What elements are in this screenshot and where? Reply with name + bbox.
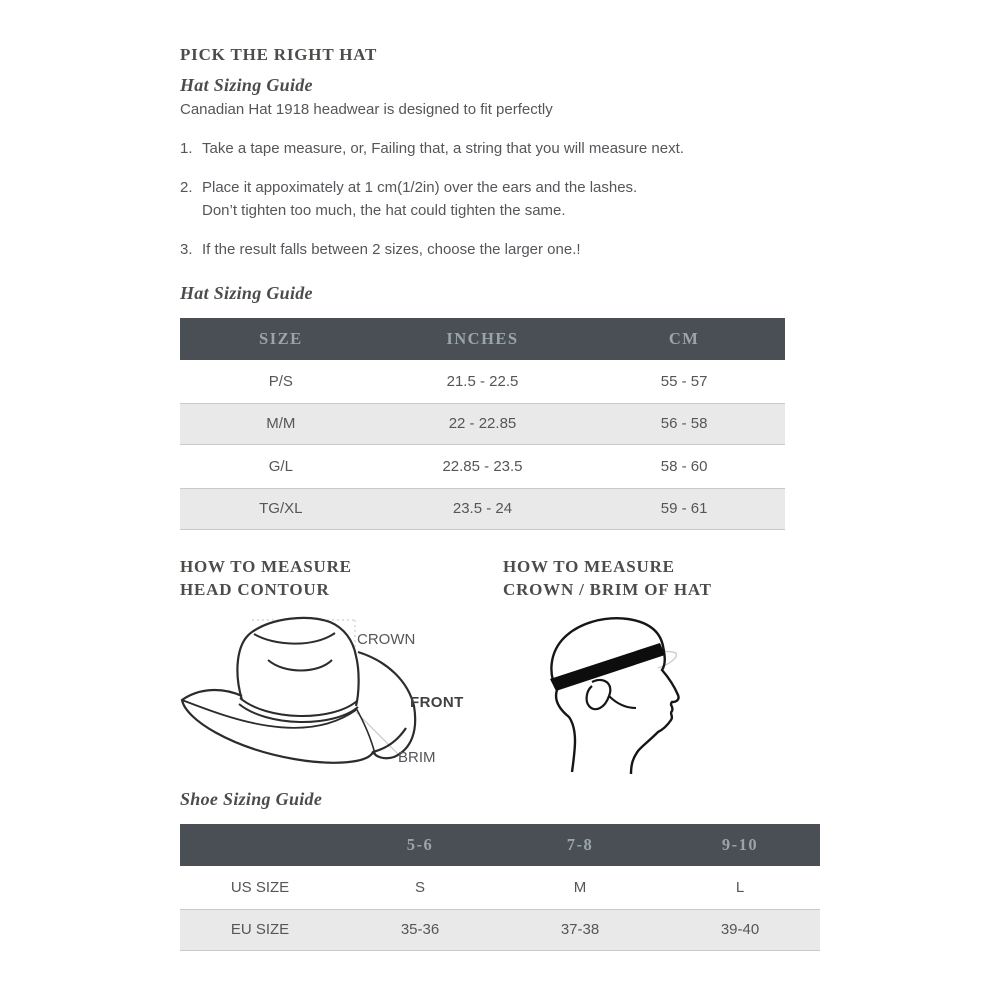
size-cell: G/L: [268, 457, 293, 475]
heading-line: HOW TO MEASURE: [503, 557, 675, 576]
inches-cell: 22.85 - 23.5: [442, 457, 523, 475]
size-cell: TG/XL: [259, 500, 303, 518]
size-cell: S: [414, 878, 425, 896]
cm-cell: 55 - 57: [660, 372, 708, 390]
inches-cell: 22 - 22.85: [448, 415, 517, 433]
shoe-table-heading: Shoe Sizing Guide: [180, 789, 323, 809]
size-cell: P/S: [268, 372, 293, 390]
heading-line: HOW TO MEASURE: [180, 557, 352, 576]
inches-cell: 23.5 - 24: [452, 500, 513, 518]
column-header: CM: [668, 329, 700, 348]
cm-cell: 56 - 58: [660, 415, 708, 433]
heading-line: CROWN / BRIM OF HAT: [503, 580, 712, 599]
step-text: Take a tape measure, or, Failing that, a string that you will measure next.: [202, 140, 684, 157]
size-cell: M/M: [266, 415, 296, 433]
column-header: 5-6: [406, 835, 434, 854]
front-label: FRONT: [410, 694, 464, 711]
column-header: SIZE: [259, 329, 303, 348]
cm-cell: 58 - 60: [660, 457, 708, 475]
step-text: Place it appoximately at 1 cm(1/2in) over the ears and the lashes.: [202, 179, 638, 196]
size-cell: L: [735, 878, 745, 896]
column-header: INCHES: [446, 329, 519, 348]
step-number: 3.: [180, 241, 193, 258]
size-cell: 35-36: [400, 921, 440, 939]
measuring-steps-list: [180, 137, 800, 277]
hat-table-heading: Hat Sizing Guide: [180, 283, 313, 303]
head-profile-illustration: [548, 616, 688, 774]
size-cell: M: [573, 878, 587, 896]
step-number: 1.: [180, 140, 193, 157]
table-row: [180, 445, 785, 488]
size-cell: 39-40: [720, 921, 760, 939]
heading-line: HEAD CONTOUR: [180, 580, 330, 599]
size-cell: 37-38: [560, 921, 600, 939]
crown-label: CROWN: [357, 631, 416, 648]
table-row: [180, 403, 785, 446]
intro-text: Canadian Hat 1918 headwear is designed to fit perfectly: [180, 101, 553, 118]
step-text: If the result falls between 2 sizes, choose the larger one.!: [202, 241, 581, 258]
table-row: [180, 488, 785, 531]
shoe-sizing-table: [180, 824, 820, 951]
step-text: Don’t tighten too much, the hat could tighten the same.: [202, 202, 566, 219]
measure-crown-brim-heading: [503, 555, 712, 601]
row-label: EU SIZE: [230, 921, 290, 939]
list-item: [180, 238, 800, 261]
table-row: [180, 909, 820, 952]
brim-label: BRIM: [398, 749, 436, 766]
list-item: [180, 137, 800, 160]
column-header: 9-10: [721, 835, 759, 854]
table-row: [180, 866, 820, 909]
column-header: 7-8: [566, 835, 594, 854]
table-header-row: [180, 318, 785, 360]
hat-sizing-table: [180, 318, 785, 530]
hat-sizing-subtitle: Hat Sizing Guide: [180, 75, 313, 95]
row-label: US SIZE: [230, 878, 290, 896]
page-title: PICK THE RIGHT HAT: [180, 45, 378, 64]
step-number: 2.: [180, 179, 193, 196]
inches-cell: 21.5 - 22.5: [446, 372, 519, 390]
list-item: [180, 176, 800, 222]
measure-head-contour-heading: [180, 555, 352, 601]
table-header-row: [180, 824, 820, 866]
cm-cell: 59 - 61: [660, 500, 708, 518]
table-row: [180, 360, 785, 403]
